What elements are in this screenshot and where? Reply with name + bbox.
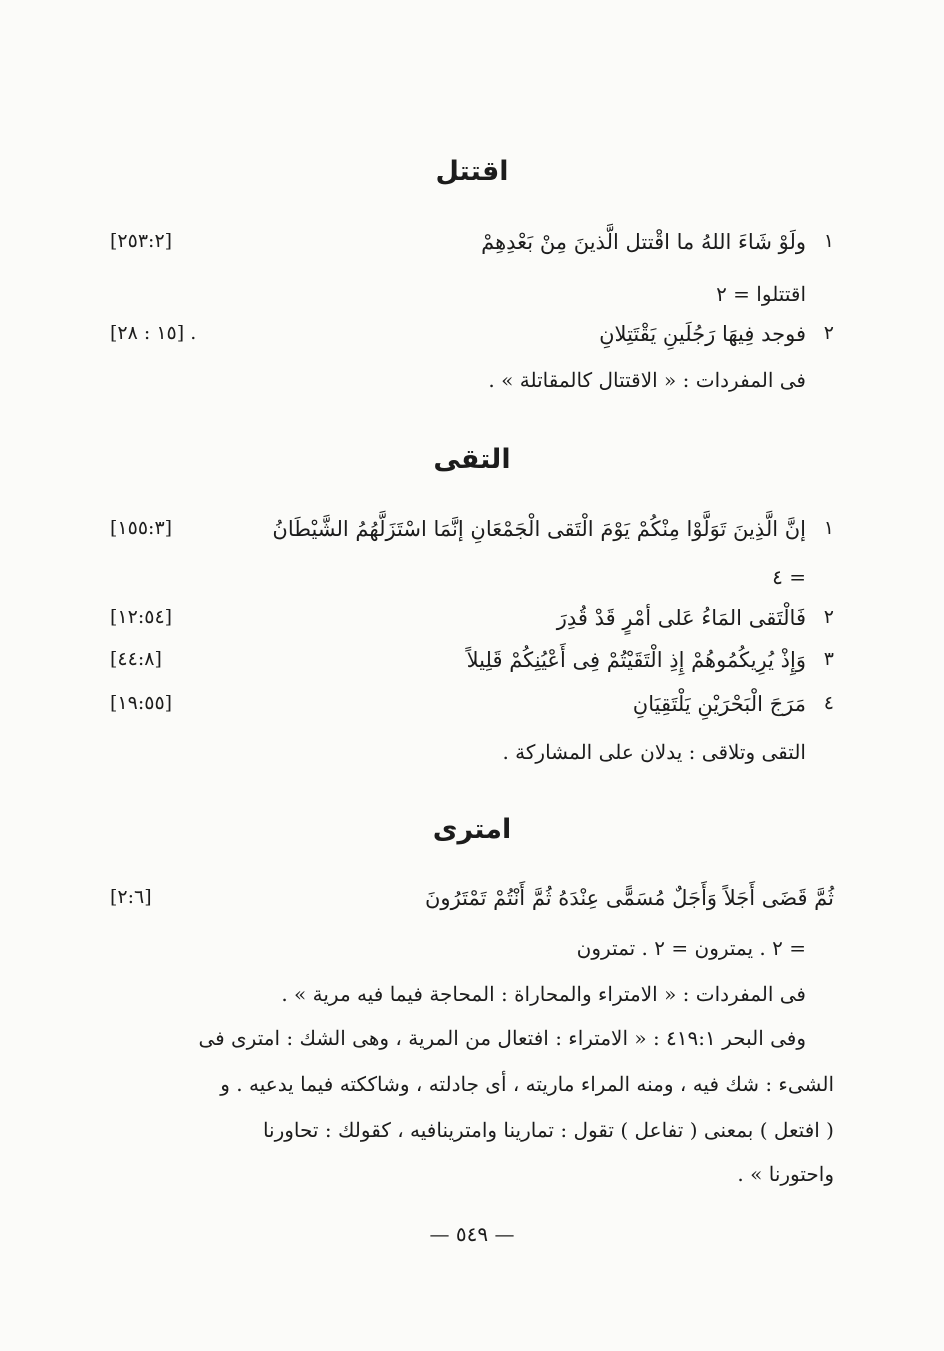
paragraph-line: الشىء : شك فيه ، ومنه المراء ماريته ، أى جادلته ، وشاككته فيما يدعيه . و [220,1072,834,1096]
verse-text: ثُمَّ قَضَى أَجَلاً وَأَجَلٌ مُسَمًّى عِنْدَهُ ثُمَّ أَنْتُمْ تَمْتَرُونَ [425,886,834,910]
note-line: فى المفردات : « الامتراء والمحاراة : المحاجة فيما فيه مرية » . [281,982,806,1006]
paragraph-line: واحتورنا » . [737,1162,834,1186]
entry-number: ٢ [823,322,834,344]
count-line: = ٤ [772,565,806,589]
verse-text: ولَوْ شَاءَ اللهُ ما اقْتتل الَّذينَ مِنْ بَعْدِهِمْ [481,230,806,254]
verse-reference: [٢٥٣:٢] [110,230,173,252]
entry-number: ١ [823,230,834,252]
verse-text: إنَّ الَّذِينَ تَوَلَّوْا مِنْكُمْ يَوْمَ الْتَقى الْجَمْعَانِ إنَّمَا اسْتَزَلَّهُمُ الشَّيْطَانُ [272,517,806,541]
entry-row [110,322,834,362]
verse-reference: [١٩:٥٥] [110,692,173,714]
note-line: التقى وتلاقى : يدلان على المشاركة . [502,740,806,764]
verse-text: وَإِذْ يُرِيكُمُوهُمْ إِذِ الْتَقَيْتُمْ فِى أَعْيُنِكُمْ قَلِيلاً [466,648,806,672]
verse-text: فوجد فِيهَا رَجُلَينِ يَقْتَتِلانِ [599,322,806,346]
section-title-iltaqa: التقى [433,444,511,475]
section-title-iqtatala: اقتتل [435,156,509,187]
entry-number: ٢ [823,606,834,628]
verse-reference: . [١٥ : ٢٨] [110,322,197,344]
verse-reference: [١٢:٥٤] [110,606,173,628]
entry-row [110,230,834,270]
verse-reference: [٤٤:٨] [110,648,162,670]
paragraph-line: وفى البحر ٤١٩:١ : « الامتراء : افتعال من المرية ، وهى الشك : امترى فى [198,1026,806,1050]
paragraph-line: ( افتعل ) بمعنى ( تفاعل ) تقول : تمارينا وامترينافيه ، كقولك : تحاورنا [262,1118,834,1142]
verse-reference: [٢:٦] [110,886,152,908]
note-line: فى المفردات : « الاقتتال كالمقاتلة » . [488,368,806,392]
entry-row [110,692,834,732]
verse-text: فَالْتَقى المَاءُ عَلى أمْرٍ قَدْ قُدِرَ [556,606,806,630]
entry-number: ٤ [823,692,834,714]
count-line: اقتتلوا = ٢ [716,282,806,306]
entry-row [110,517,834,557]
verse-reference: [١٥٥:٣] [110,517,173,539]
entry-number: ٣ [823,648,834,670]
section-title-imtara: امترى [432,814,512,845]
entry-row [110,606,834,646]
entry-row [110,886,834,926]
verse-text: مَرَجَ الْبَحْرَيْنِ يَلْتَقِيَانِ [632,692,806,716]
entry-number: ١ [823,517,834,539]
count-line: = ٢ . يمترون = ٢ . تمترون [576,936,806,960]
entry-row [110,648,834,688]
page-number: — ٥٤٩ — [429,1222,515,1246]
